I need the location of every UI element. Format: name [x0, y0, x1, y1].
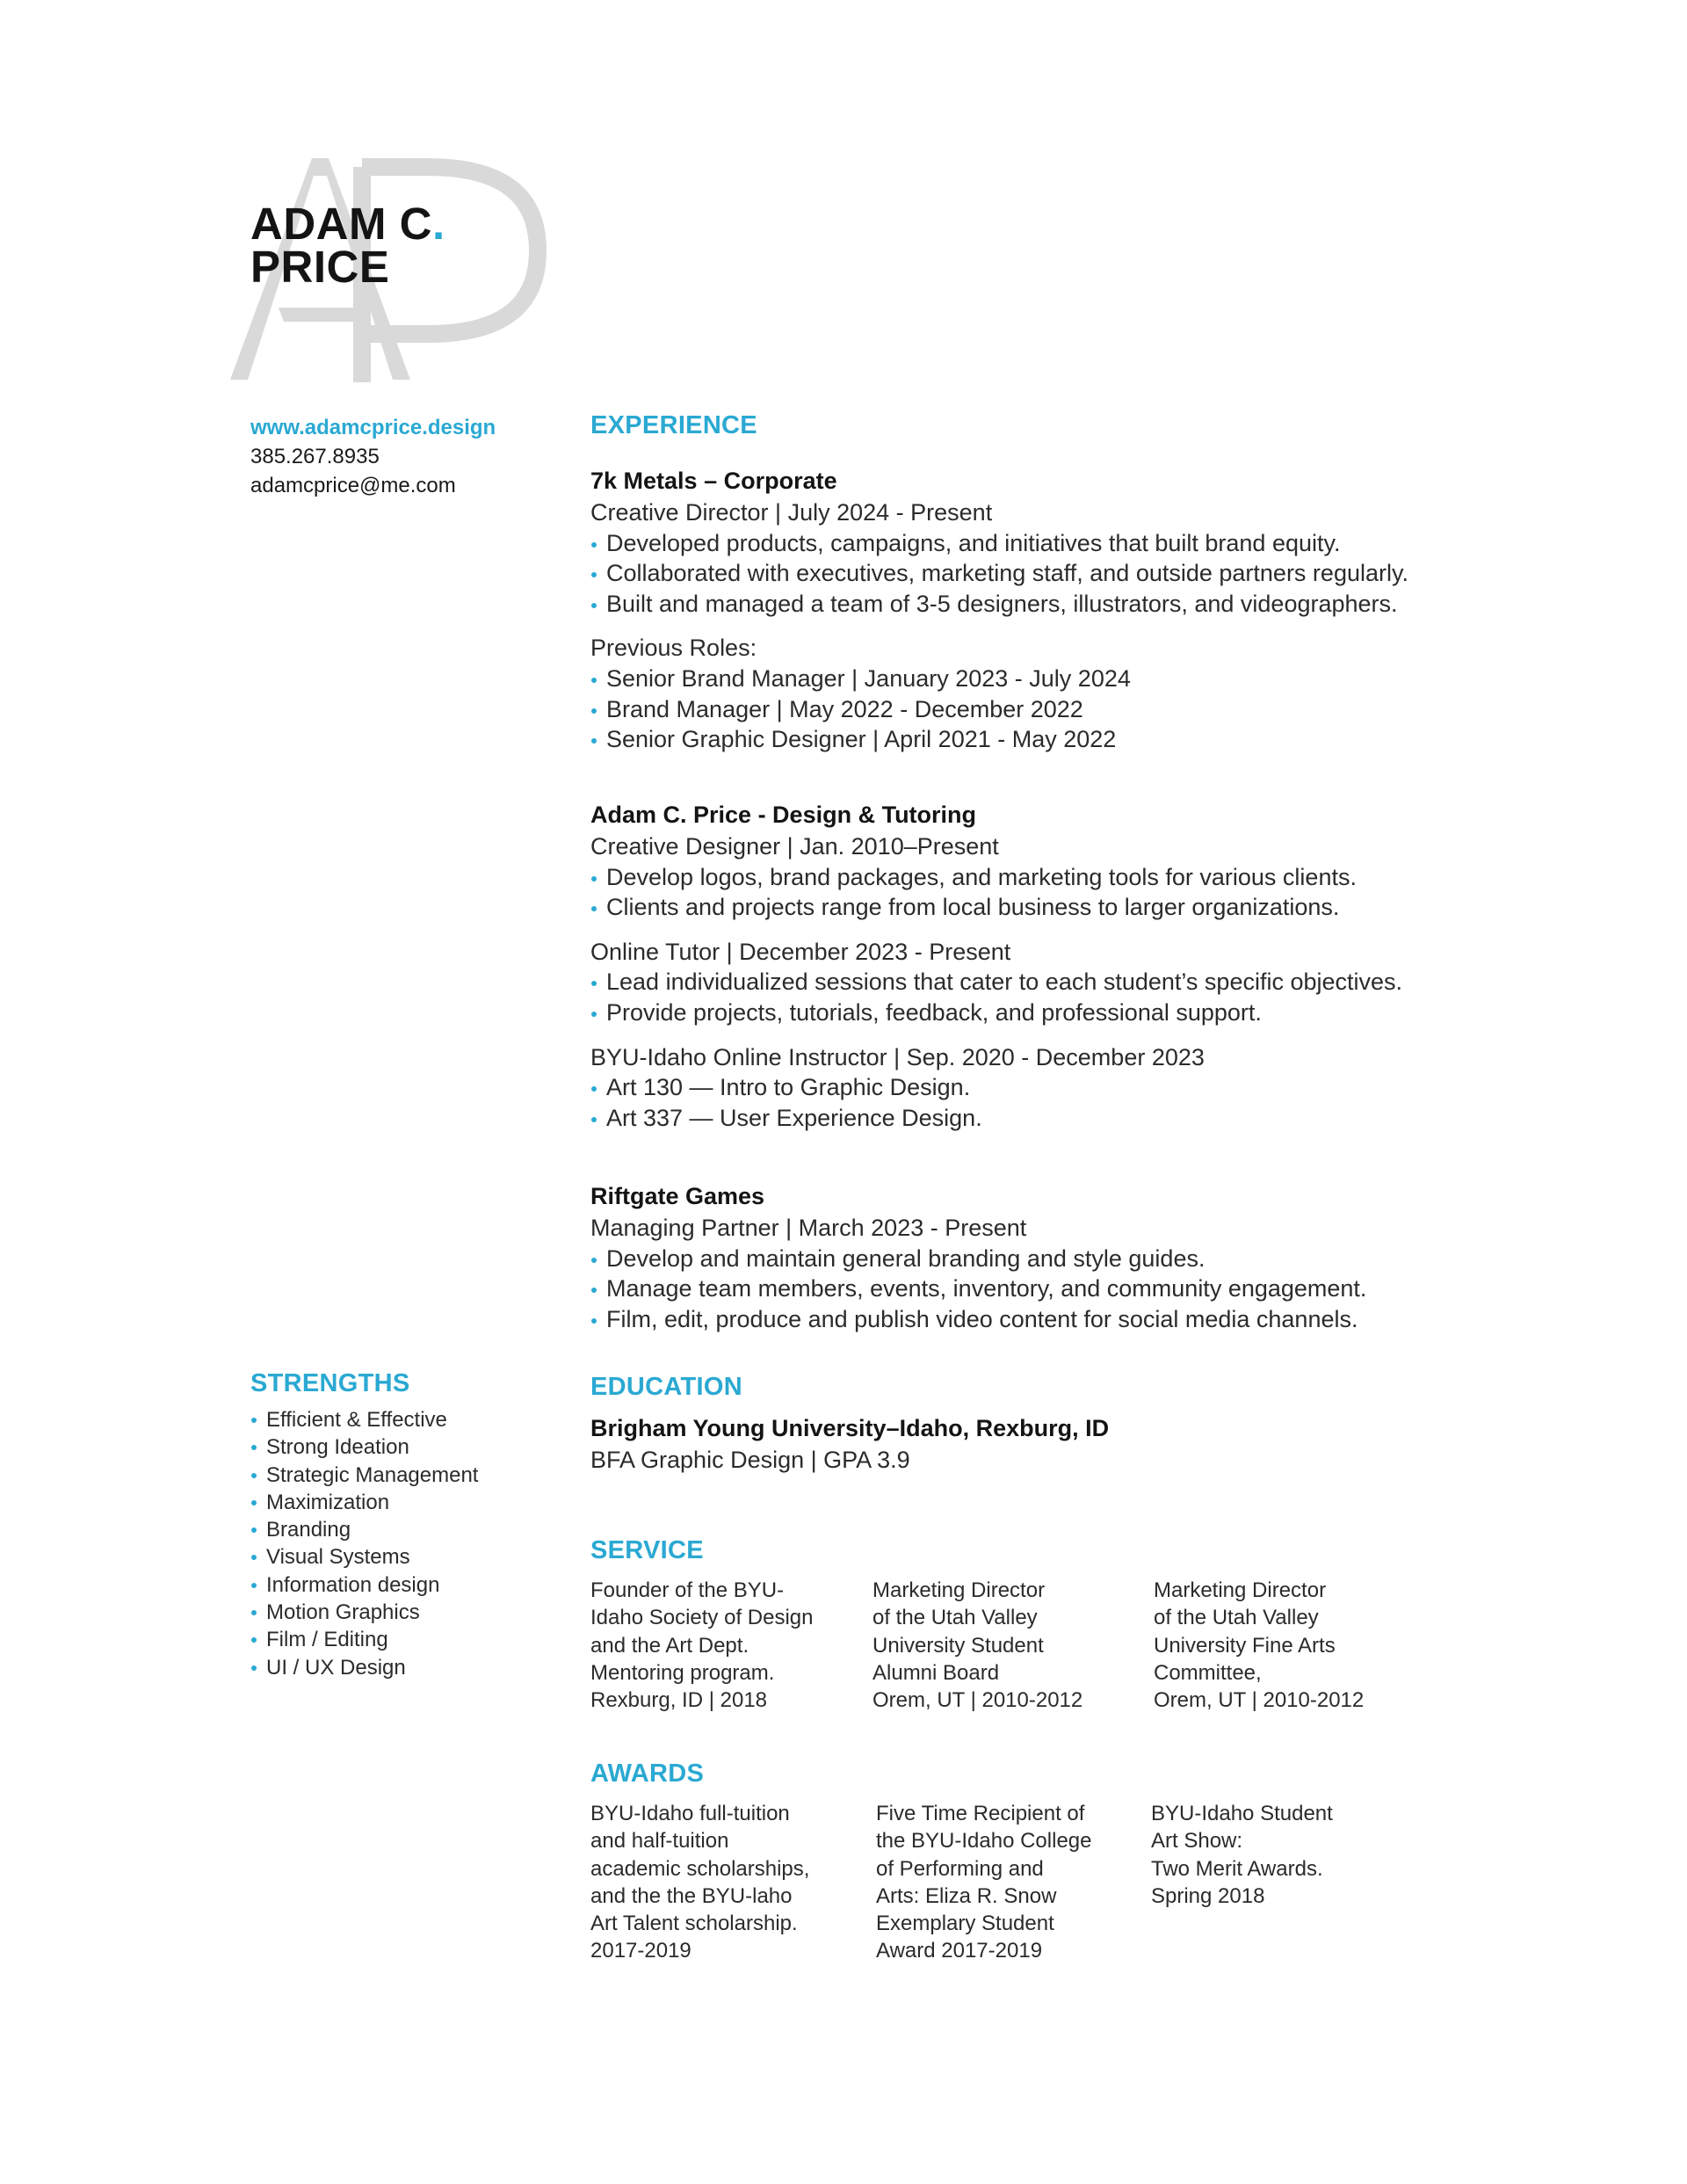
- page-title: [250, 199, 445, 292]
- list-item: Motion Graphics: [250, 1599, 478, 1626]
- list-item: Branding: [250, 1516, 478, 1543]
- service-text-line: Rexburg, ID | 2018: [590, 1688, 768, 1713]
- list-item: Manage team members, events, inventory, and community engagement.: [590, 1273, 1469, 1304]
- award-text-line: Award 2017-2019: [876, 1939, 1043, 1963]
- job-riftgate-games: [590, 1179, 1469, 1334]
- list-item: Film, edit, produce and publish video content for social media channels.: [590, 1304, 1469, 1335]
- previous-roles-list: [590, 664, 1469, 755]
- service-text-line: Orem, UT | 2010-2012: [1154, 1688, 1365, 1713]
- role-bullets: [590, 1244, 1469, 1335]
- list-item: Visual Systems: [250, 1543, 478, 1571]
- list-item: Maximization: [250, 1489, 478, 1516]
- award-text-line: Spring 2018: [1151, 1883, 1265, 1908]
- service-text-line: Marketing Director: [872, 1578, 1046, 1602]
- award-text-line: and half-tuition: [590, 1829, 729, 1854]
- service-text-line: Alumni Board: [872, 1660, 1000, 1685]
- list-item: Brand Manager | May 2022 - December 2022: [590, 694, 1469, 725]
- award-text-line: BYU-Idaho full-tuition: [590, 1802, 790, 1825]
- award-text-line: Five Time Recipient of: [876, 1802, 1085, 1825]
- previous-roles-label: Previous Roles:: [590, 635, 757, 662]
- list-item: Information design: [250, 1571, 478, 1599]
- award-text-line: Exemplary Student: [876, 1912, 1054, 1936]
- award-text-line: 2017-2019: [590, 1939, 691, 1963]
- award-text-line: and the the BYU-laho: [590, 1883, 793, 1908]
- list-item: UI / UX Design: [250, 1654, 478, 1681]
- role-title: Creative Designer | Jan. 2010–Present: [590, 833, 999, 860]
- company-name: Adam C. Price - Design & Tutoring: [590, 802, 977, 828]
- list-item: Built and managed a team of 3-5 designers, illustrators, and videographers.: [590, 589, 1469, 620]
- list-item: Provide projects, tutorials, feedback, and professional support.: [590, 998, 1469, 1028]
- award-item-eliza-snow: [876, 1800, 1140, 1965]
- list-item: Develop logos, brand packages, and marketing tools for various clients.: [590, 862, 1469, 893]
- award-text-line: Art Show:: [1151, 1829, 1243, 1854]
- contact-block: [250, 413, 496, 500]
- degree: BFA Graphic Design | GPA 3.9: [590, 1447, 910, 1473]
- service-text-line: of the Utah Valley: [1154, 1606, 1319, 1630]
- service-text-line: Idaho Society of Design: [590, 1606, 814, 1630]
- service-item-uvu-alumni: [872, 1577, 1136, 1714]
- list-item: Develop and maintain general branding and style guides.: [590, 1244, 1469, 1274]
- award-item-scholarships: [590, 1800, 854, 1965]
- list-item: Developed products, campaigns, and initiatives that built brand equity.: [590, 528, 1469, 559]
- role-title: Managing Partner | March 2023 - Present: [590, 1215, 1027, 1241]
- list-item: Senior Graphic Designer | April 2021 - May 2022: [590, 724, 1469, 755]
- award-text-line: of Performing and: [876, 1856, 1044, 1881]
- award-text-line: Art Talent scholarship.: [590, 1912, 798, 1936]
- education-block: [590, 1411, 1469, 1476]
- award-text-line: Two Merit Awards.: [1151, 1856, 1323, 1881]
- award-text-line: BYU-Idaho Student: [1151, 1802, 1333, 1825]
- list-item: Clients and projects range from local business to larger organizations.: [590, 892, 1469, 923]
- service-text-line: Founder of the BYU-: [590, 1578, 785, 1602]
- education-heading: EDUCATION: [590, 1373, 742, 1401]
- name-line-1: ADAM C.: [250, 199, 445, 249]
- service-item-uvu-fine-arts: [1154, 1577, 1417, 1714]
- phone-number: 385.267.8935: [250, 445, 380, 468]
- service-text-line: Orem, UT | 2010-2012: [872, 1688, 1083, 1713]
- job-7k-metals: [590, 464, 1469, 755]
- service-text-line: Mentoring program.: [590, 1660, 775, 1685]
- role-bullets: [590, 1072, 1469, 1133]
- role-title: Creative Director | July 2024 - Present: [590, 499, 993, 526]
- list-item: Efficient & Effective: [250, 1406, 478, 1433]
- experience-heading: EXPERIENCE: [590, 411, 757, 439]
- role-title: BYU-Idaho Online Instructor | Sep. 2020 - December 2023: [590, 1043, 1205, 1070]
- list-item: Film / Editing: [250, 1626, 478, 1653]
- list-item: Strong Ideation: [250, 1433, 478, 1461]
- school-name: Brigham Young University–Idaho, Rexburg, ID: [590, 1415, 1110, 1441]
- strengths-list: [250, 1406, 478, 1681]
- award-text-line: Arts: Eliza R. Snow: [876, 1883, 1057, 1908]
- service-heading: SERVICE: [590, 1536, 704, 1564]
- award-text-line: the BYU-Idaho College: [876, 1829, 1092, 1854]
- service-text-line: Committee,: [1154, 1660, 1262, 1685]
- strengths-heading: STRENGTHS: [250, 1369, 410, 1397]
- company-name: 7k Metals – Corporate: [590, 468, 837, 494]
- list-item: Collaborated with executives, marketing staff, and outside partners regularly.: [590, 558, 1469, 589]
- award-text-line: academic scholarships,: [590, 1856, 810, 1881]
- role-bullets: [590, 967, 1469, 1027]
- list-item: Art 337 — User Experience Design.: [590, 1103, 1469, 1134]
- strengths-block: [250, 1406, 478, 1681]
- website-link[interactable]: www.adamcprice.design: [250, 416, 496, 439]
- award-item-art-show: [1151, 1800, 1415, 1910]
- role-bullets: [590, 862, 1469, 923]
- awards-heading: AWARDS: [590, 1760, 705, 1788]
- service-text-line: of the Utah Valley: [872, 1606, 1038, 1630]
- list-item: Lead individualized sessions that cater to each student’s specific objectives.: [590, 967, 1469, 998]
- list-item: Senior Brand Manager | January 2023 - July 2024: [590, 664, 1469, 694]
- company-name: Riftgate Games: [590, 1183, 765, 1209]
- service-text-line: Marketing Director: [1154, 1578, 1327, 1602]
- role-bullets: [590, 528, 1469, 620]
- role-title: Online Tutor | December 2023 - Present: [590, 938, 1011, 965]
- job-design-tutoring: [590, 798, 1469, 1133]
- service-text-line: University Student: [872, 1633, 1044, 1658]
- service-text-line: and the Art Dept.: [590, 1633, 749, 1658]
- list-item: Strategic Management: [250, 1462, 478, 1489]
- email-address[interactable]: adamcprice@me.com: [250, 474, 456, 497]
- service-text-line: University Fine Arts: [1154, 1633, 1336, 1658]
- list-item: Art 130 — Intro to Graphic Design.: [590, 1072, 1469, 1103]
- service-item-byu-society: [590, 1577, 854, 1714]
- name-accent-dot: .: [431, 199, 445, 249]
- name-line-2: PRICE: [250, 242, 390, 292]
